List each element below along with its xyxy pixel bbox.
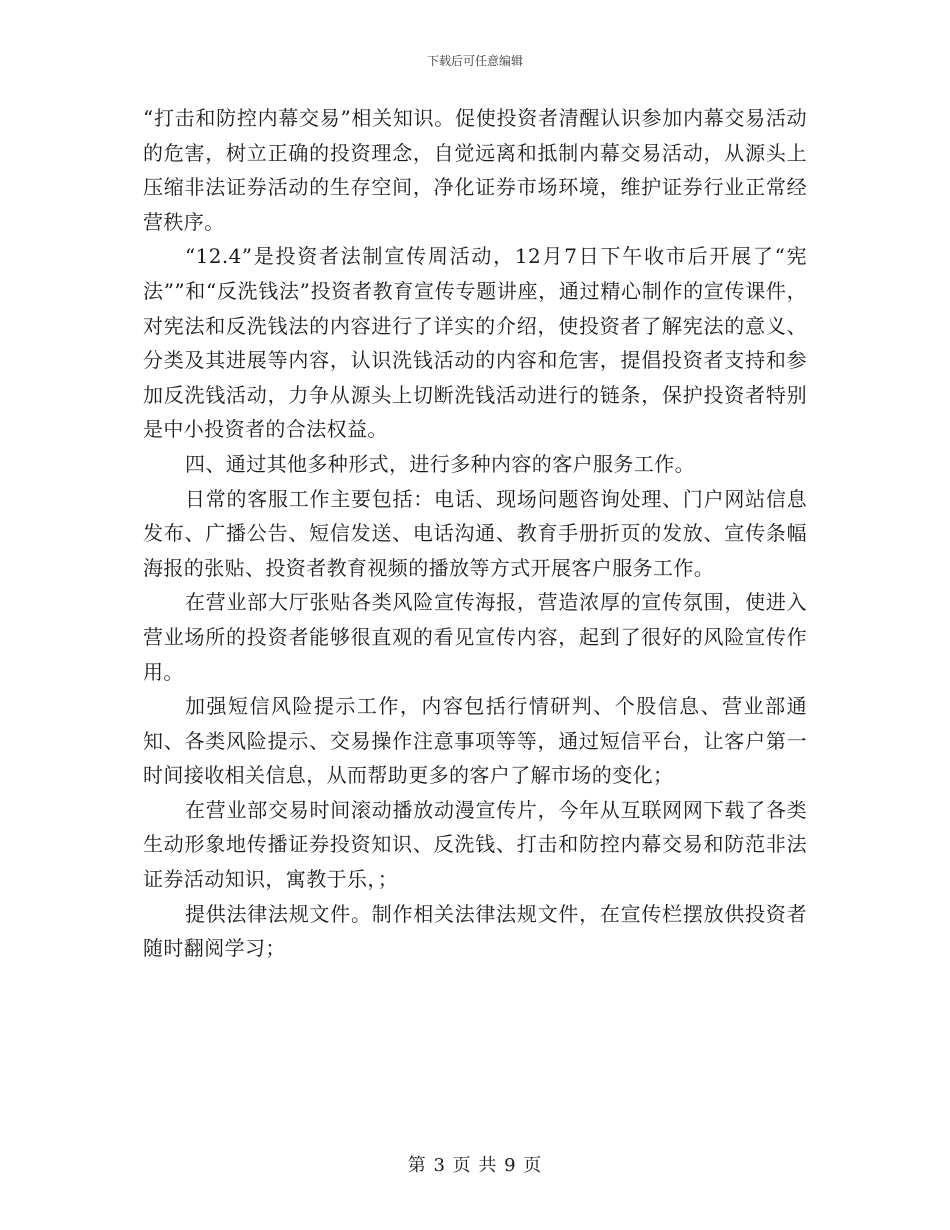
section-heading-customer-service: 四、通过其他多种形式，进行多种内容的客户服务工作。 — [185, 451, 695, 476]
page-header-note: 下载后可任意编辑 — [426, 54, 523, 68]
paragraph-posters: 在营业部大厅张贴各类风险宣传海报，营造浓厚的宣传氛围，使进入营业场所的投资者能够很直观的看见宣传内容，起到了很好的风险宣传作用。 — [143, 590, 807, 684]
page-number: 第 3 页 共 9 页 — [407, 1155, 543, 1176]
paragraph-daily-service: 日常的客服工作主要包括：电话、现场问题咨询处理、门户网站信息发布、广播公告、短信发送、电话沟通、教育手册折页的发放、宣传条幅海报的张贴、投资者教育视频的播放等方式开展客户服务工作。 — [143, 486, 807, 580]
paragraph-legal-week-lecture: “12.4”是投资者法制宣传周活动，12月7日下午收市后开展了“宪法””和“反洗钱法”投资者教育宣传专题讲座，通过精心制作的宣传课件，对宪法和反洗钱法的内容进行了详实的介绍，使投资者了解宪法的意义、分类及其进展等内容，认识洗钱活动的内容和危害，提倡投资者支持和参加反洗钱活动，力争从源头上切断洗钱活动进行的链条，保护投资者特别是中小投资者的合法权益。 — [143, 244, 807, 442]
paragraph-sms-alerts: 加强短信风险提示工作，内容包括行情研判、个股信息、营业部通知、各类风险提示、交易操作注意事项等等，通过短信平台，让客户第一时间接收相关信息，从而帮助更多的客户了解市场的变化； — [143, 694, 807, 788]
document-body — [143, 101, 807, 966]
paragraph-insider-trading-knowledge: “打击和防控内幕交易”相关知识。促使投资者清醒认识参加内幕交易活动的危害，树立正确的投资理念，自觉远离和抵制内幕交易活动，从源头上压缩非法证券活动的生存空间，净化证券市场环境，维护证券行业正常经营秩序。 — [143, 106, 807, 234]
paragraph-animation-playback: 在营业部交易时间滚动播放动漫宣传片，今年从互联网网下载了各类生动形象地传播证券投资知识、反洗钱、打击和防控内幕交易和防范非法证券活动知识，寓教于乐，； — [143, 797, 807, 892]
paragraph-legal-documents: 提供法律法规文件。制作相关法律法规文件，在宣传栏摆放供投资者随时翻阅学习； — [143, 901, 807, 961]
